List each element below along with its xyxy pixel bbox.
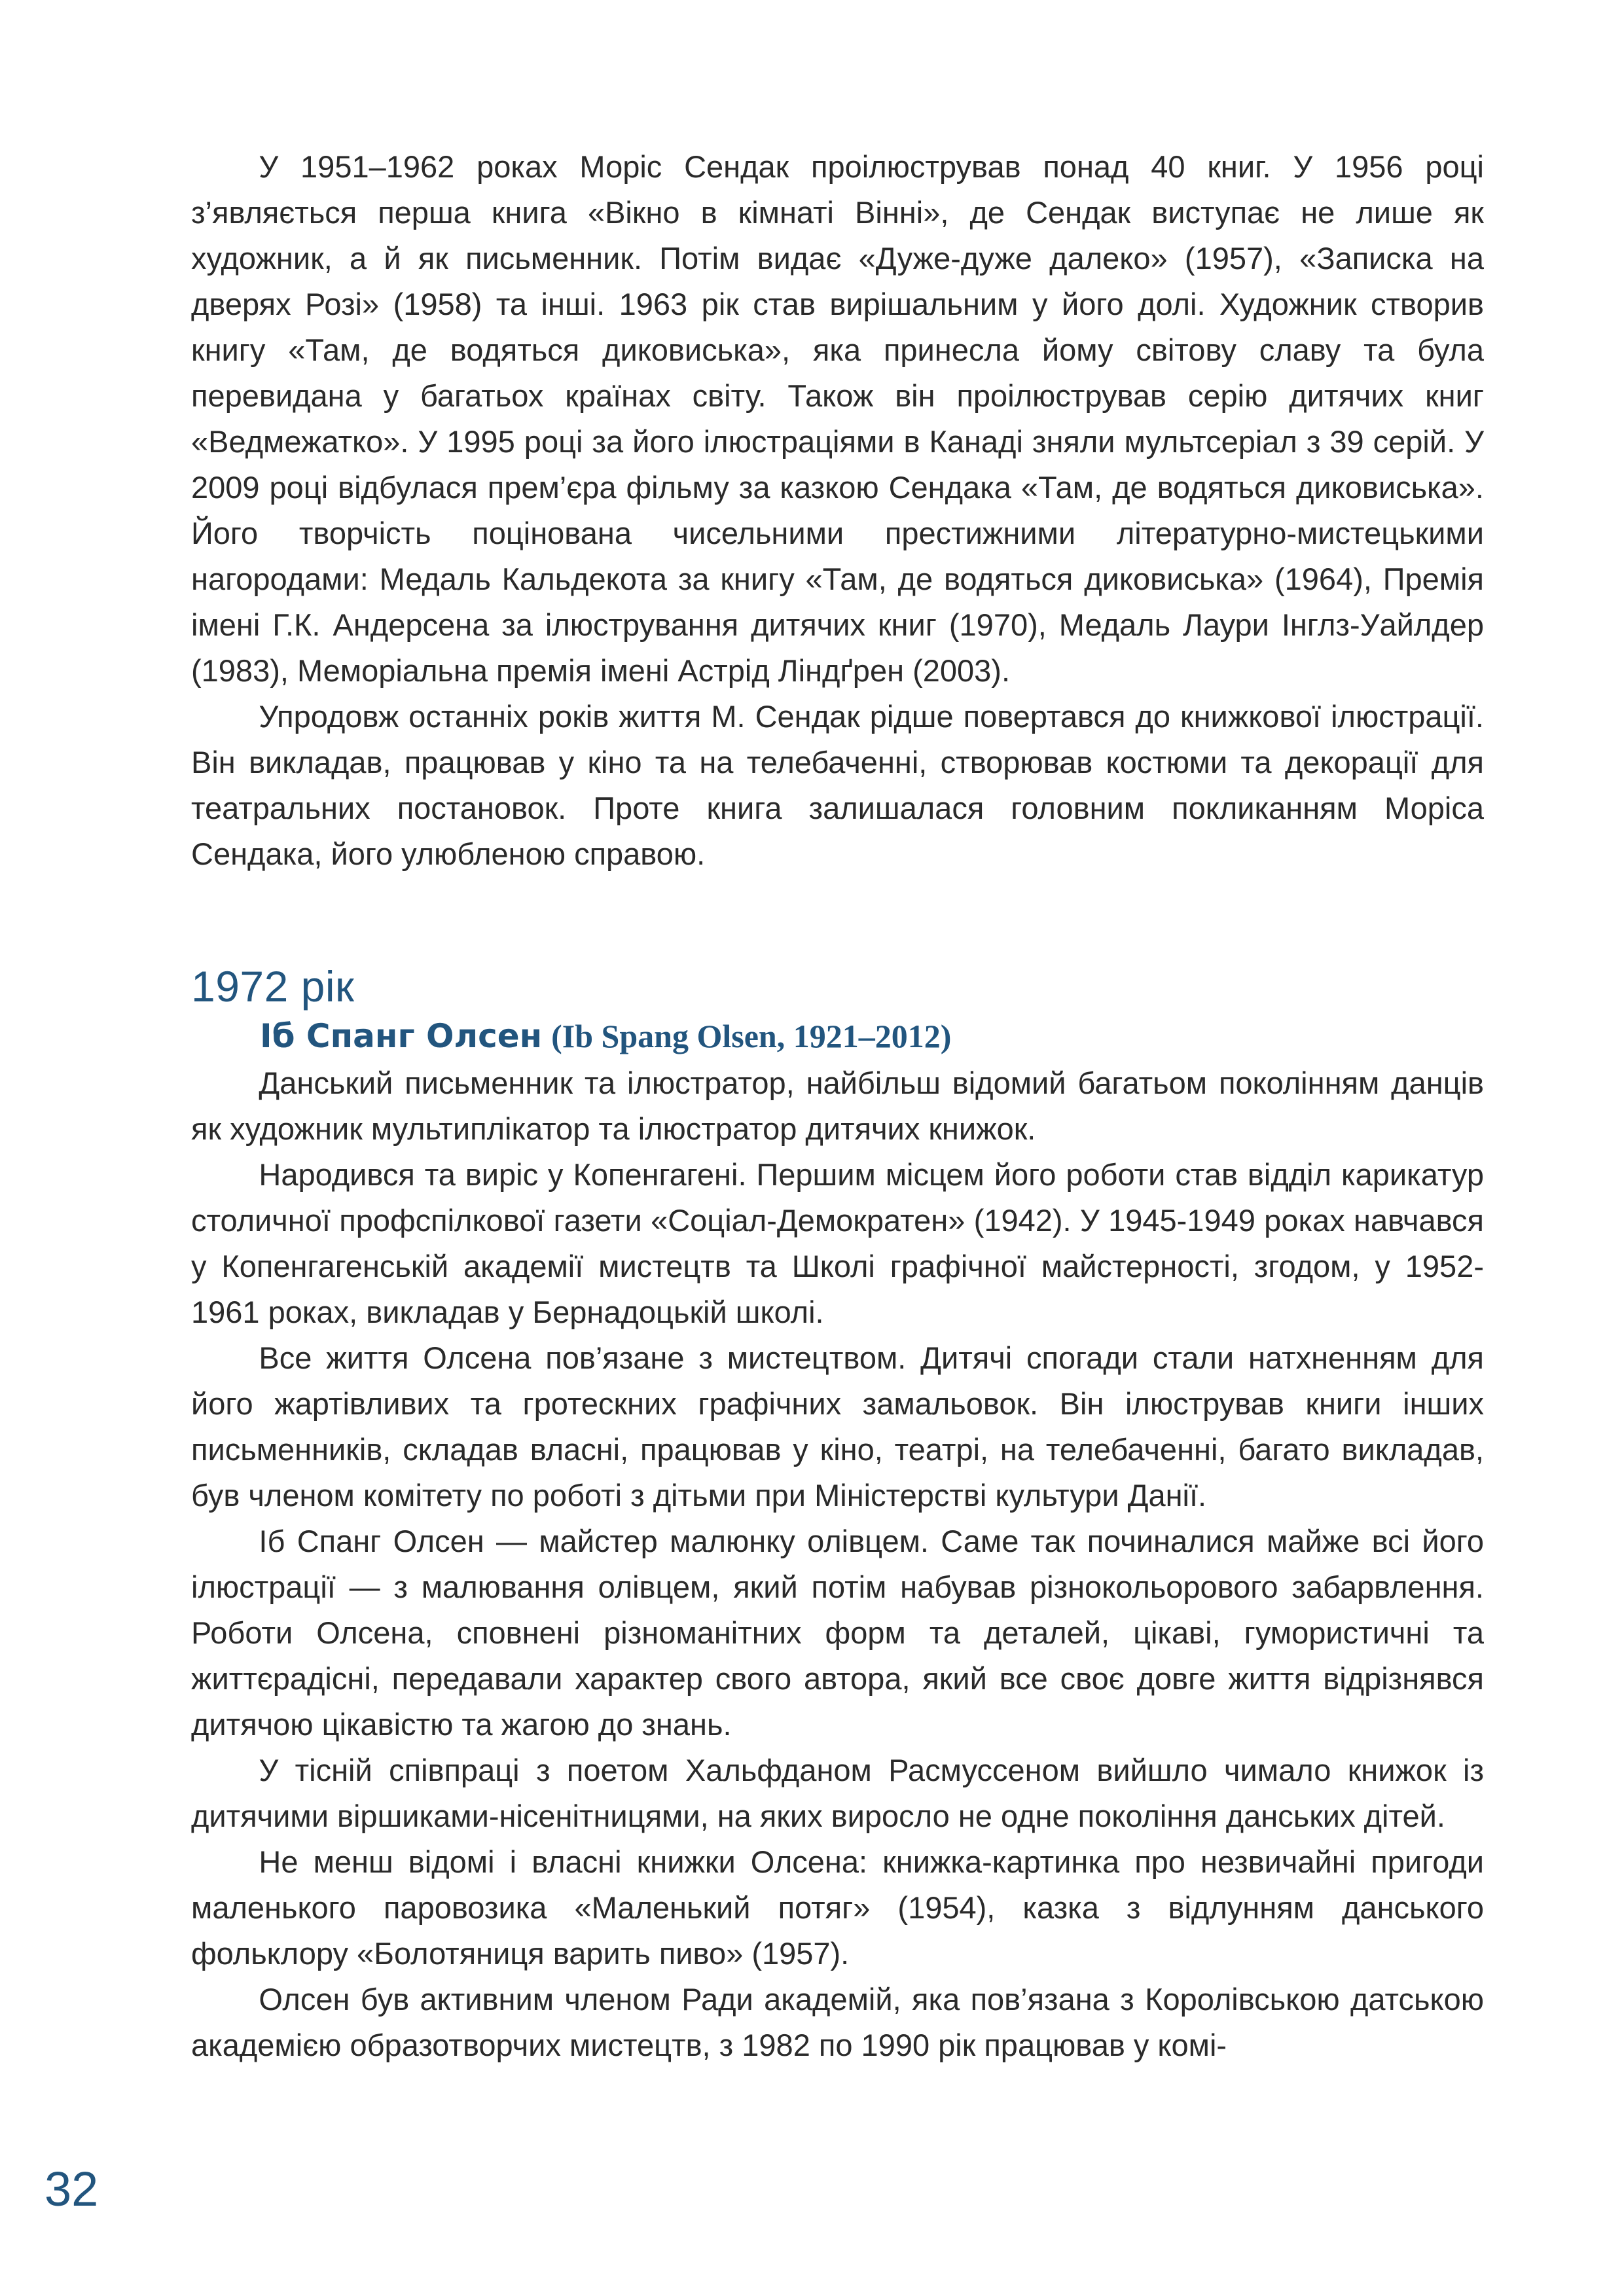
paragraph: У тісній співпраці з поетом Хальфданом Расмуссеном вийшло чимало книжок із дитячими віршиками-нісенітницями, на яких виросло не одне покоління данських дітей. xyxy=(191,1753,1484,1833)
paragraph: Все життя Олсена пов’язане з мистецтвом. Дитячі спогади стали натхненням для його жартівливих та гротескних графічних замальовок. Він ілюстрував книги інших письменників, складав власні, працював у кіно, театрі, на телебаченні, багато викладав, був членом комітету по роботі з дітьми при Міністерстві культури Данії. xyxy=(191,1340,1484,1513)
paragraph: Іб Спанг Олсен — майстер малюнку олівцем. Саме так починалися майже всі його ілюстрації — з малювання олівцем, який потім набував різнокольорового забарвлення. Роботи Олсена, сповнені різноманітних форм та деталей, цікаві, гумористичні та життєрадісні, передавали характер свого автора, який все своє довге життя відрізнявся дитячою цікавістю та жагою до знань. xyxy=(191,1524,1484,1742)
section-subtitle xyxy=(191,1014,1484,1058)
paragraph: Данський письменник та ілюстратор, найбільш відомий багатьом поколінням данців як художник мультиплікатор та ілюстратор дитячих книжок. xyxy=(191,1066,1484,1146)
paragraph: Не менш відомі і власні книжки Олсена: книжка-картинка про незвичайні пригоди маленького паровозика «Маленький потяг» (1954), казка з відлунням данського фольклору «Болотяниця варить пиво» (1957). xyxy=(191,1844,1484,1971)
page-body xyxy=(191,144,1484,2068)
subtitle-detail: (Ib Spang Olsen, 1921–2012) xyxy=(551,1018,952,1054)
page-number: 32 xyxy=(45,2162,99,2216)
paragraph: Олсен був активним членом Ради академій, яка пов’язана з Королівською датською академією образотворчих мистецтв, з 1982 по 1990 рік працював у комі- xyxy=(191,1982,1484,2062)
section-title: 1972 рік xyxy=(191,962,355,1011)
paragraph: У 1951–1962 роках Моріс Сендак проілюстрував понад 40 книг. У 1956 році з’являється перша книга «Вікно в кімнаті Вінні», де Сендак виступає не лише як художник, а й як письменник. Потім видає «Дуже-дуже далеко» (1957), «Записка на дверях Розі» (1958) та інші. 1963 рік став вирішальним у його долі. Художник створив книгу «Там, де водяться диковиська», яка принесла йому світову славу та була перевидана у багатьох країнах світу. Також він проілюстрував серію дитячих книг «Ведмежатко». У 1995 році за його ілюстраціями в Канаді зняли мультсеріал з 39 серій. У 2009 році відбулася прем’єра фільму за казкою Сендака «Там, де водяться диковиська». Його творчість поцінована чисельними престижними літературно-мистецькими нагородами: Медаль Кальдекота за книгу «Там, де водяться диковиська» (1964), Премія імені Г.К. Андерсена за ілюстрування дитячих книг (1970), Медаль Лаури Інглз-Уайлдер (1983), Меморіальна премія імені Астрід Ліндґрен (2003). xyxy=(191,149,1484,688)
paragraph: Упродовж останніх років життя М. Сендак рідше повертався до книжкової ілюстрації. Він викладав, працював у кіно та на телебаченні, створював костюми та декорації для театральних постановок. Проте книга залишалася головним покликанням Моріса Сендака, його улюбленою справою. xyxy=(191,699,1484,871)
paragraph: Народився та виріс у Копенгагені. Першим місцем його роботи став відділ карикатур столичної профспілкової газети «Соціал-Демократен» (1942). У 1945-1949 роках навчався у Копенгагенській академії мистецтв та Школі графічної майстерності, згодом, у 1952-1961 роках, викладав у Бернадоцькій школі. xyxy=(191,1157,1484,1329)
subtitle-name: Іб Спанг Олсен xyxy=(260,1017,543,1055)
